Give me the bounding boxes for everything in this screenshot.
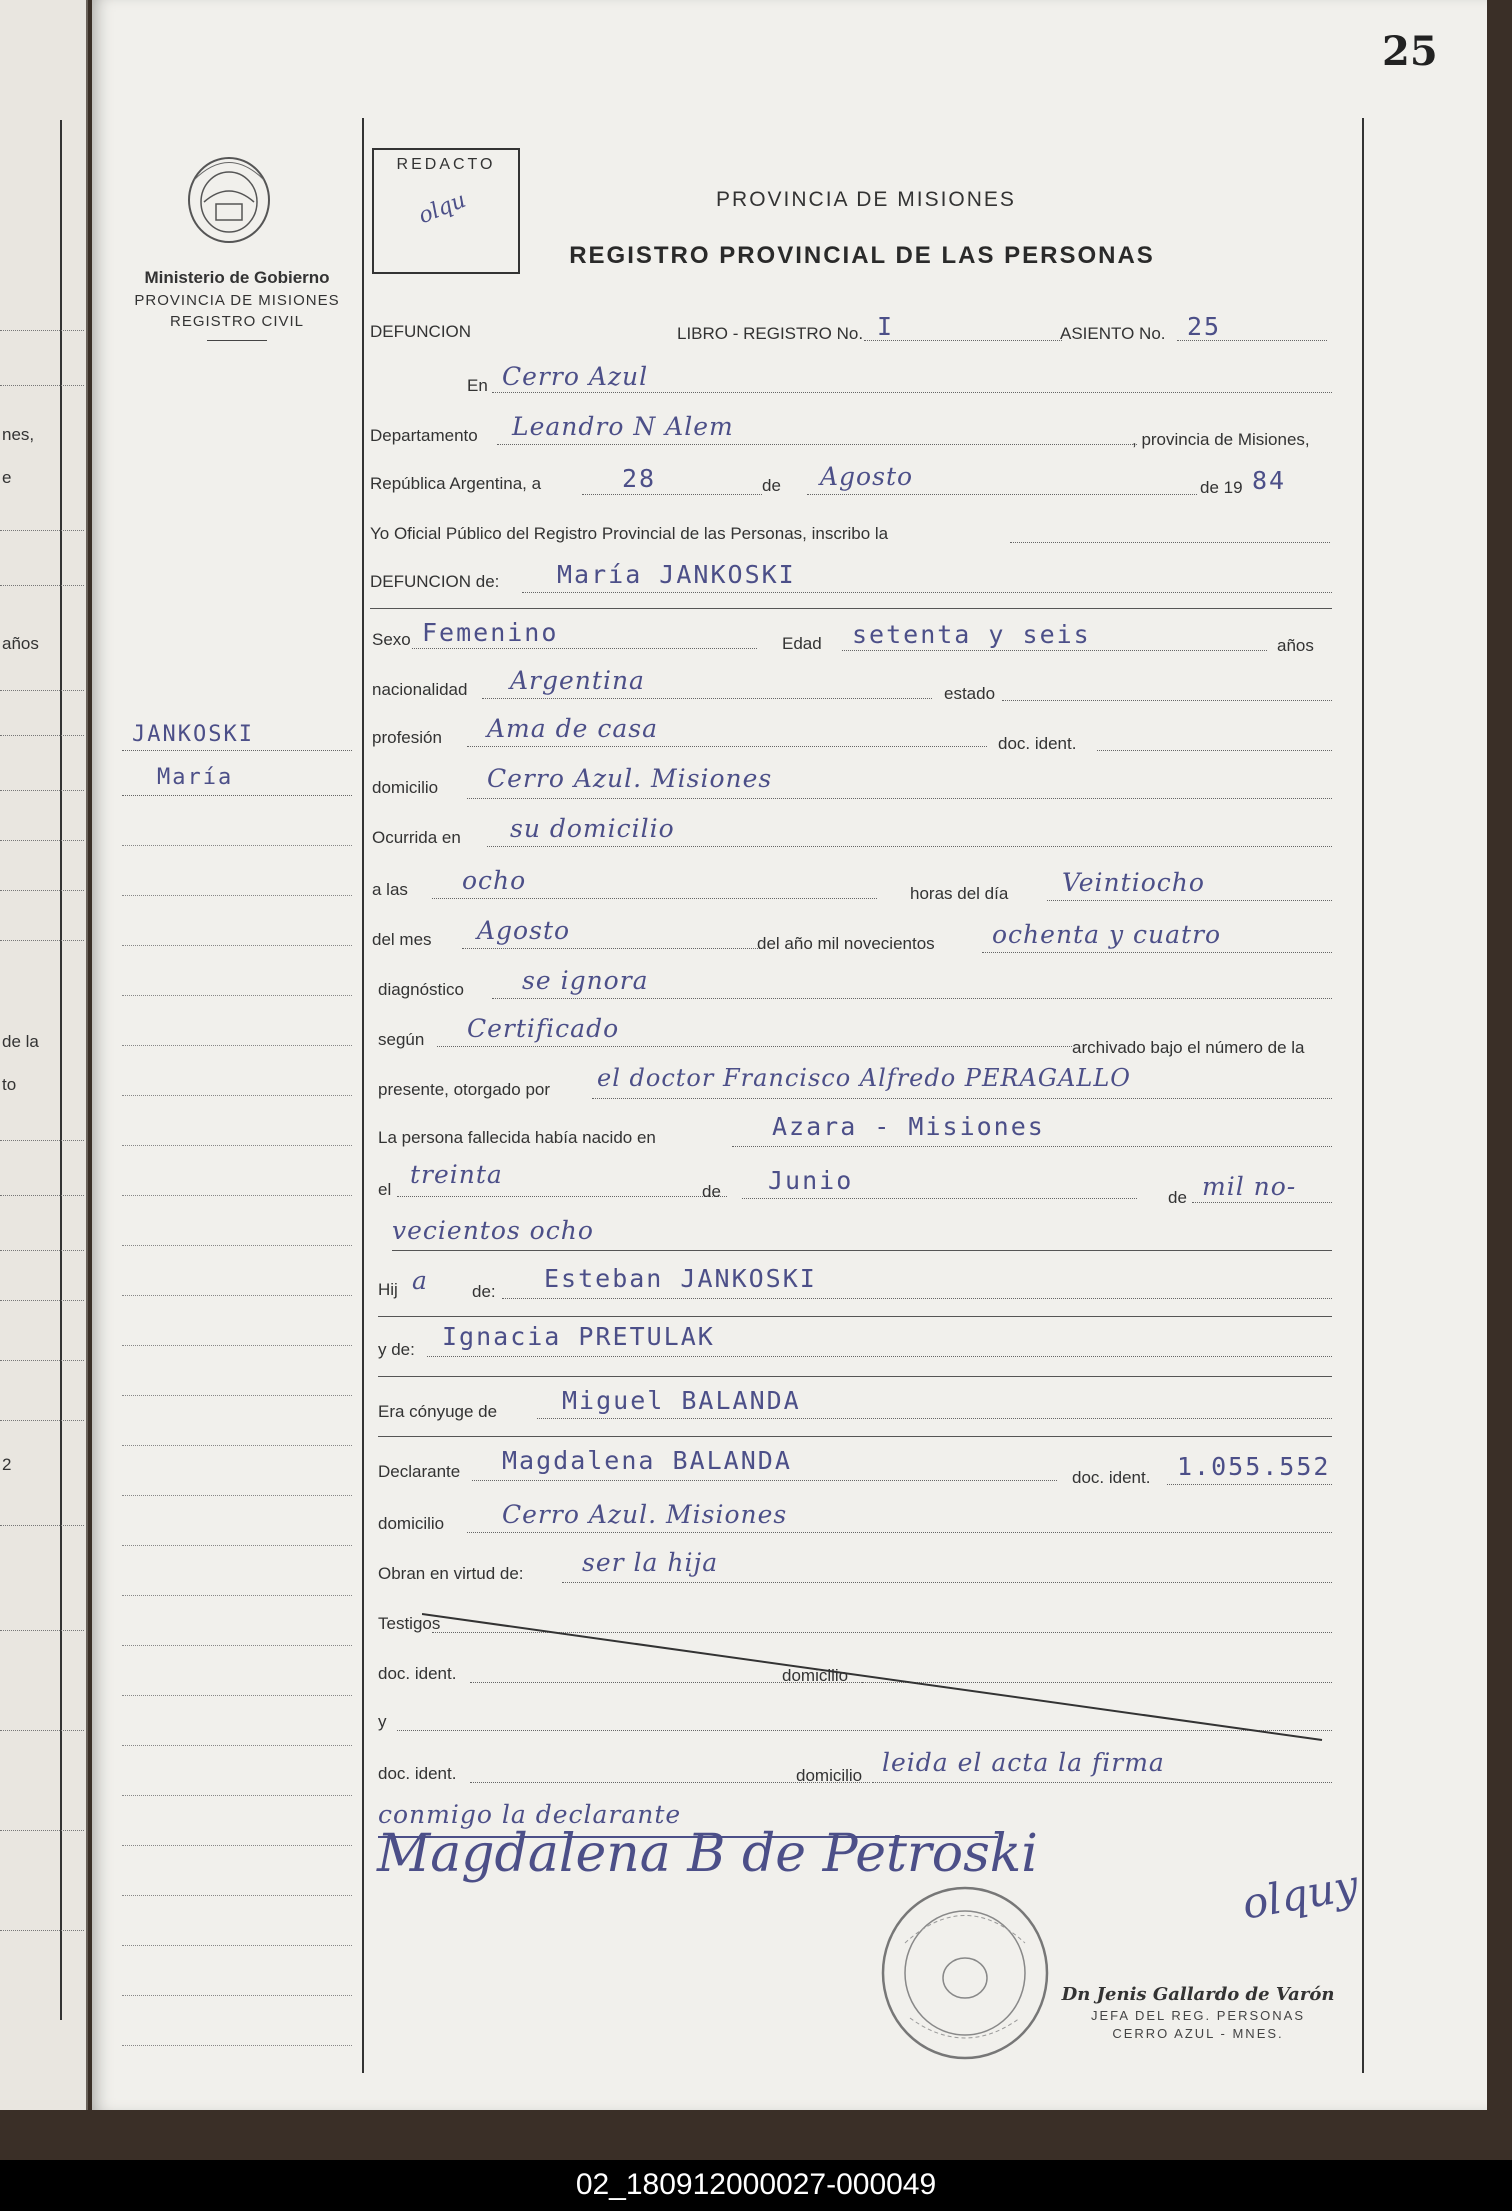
margin-line [122,1195,352,1196]
margin-line [122,845,352,846]
ministry-name: Ministerio de Gobierno [144,268,330,287]
anios-label: años [1277,636,1314,655]
margin-line [122,1595,352,1596]
madre-line [427,1356,1332,1357]
doc-ident-declarante-value: 1.055.552 [1177,1452,1331,1481]
ministry-header [102,268,372,341]
domicilio2-label: domicilio [378,1514,445,1533]
domicilio-label: domicilio [372,778,439,797]
de-label: de [762,476,781,495]
horas-label: horas del día [910,884,1009,903]
defuncion-heading: DEFUNCION [370,322,472,341]
document-page [92,0,1487,2110]
section-rule [378,1436,1332,1437]
previous-page-fragment: 2 [2,1455,12,1474]
presente-line [592,1098,1332,1099]
previous-page-fragment: de la [2,1032,39,1051]
margin-line [122,750,352,751]
nacionalidad-label: nacionalidad [372,680,468,699]
official-block [1048,1984,1348,2041]
defuncion-de-line [522,592,1332,593]
domicilio2-line [467,1532,1332,1533]
previous-page-rule [0,585,84,586]
previous-page-rule [0,940,84,941]
margin-line [122,1645,352,1646]
margin-line [122,1795,352,1796]
margin-line [122,1395,352,1396]
previous-page-rule [0,735,84,736]
en-label: En [467,376,488,395]
dia-line [582,494,762,495]
defuncion-de-value: María JANKOSKI [557,560,796,589]
asiento-line [1177,340,1327,341]
redacto-initials: olqu [415,187,470,230]
previous-page-rule [0,1630,84,1631]
official-signature: olquy [1238,1860,1362,1929]
junio-value: Junio [768,1166,854,1195]
previous-page-fragment: e [2,468,12,487]
y-de-label: y de: [378,1340,415,1359]
conyuge-value: Miguel BALANDA [562,1386,801,1415]
nacido-label: La persona fallecida había nacido en [378,1128,656,1147]
provincial-seal-icon [184,150,274,246]
del-anio-label: del año mil novecientos [757,934,935,953]
diagnostico-label: diagnóstico [378,980,465,999]
ministry-province: PROVINCIA DE MISIONES [134,292,340,309]
asiento-label: ASIENTO No. [1060,324,1166,343]
sexo-label: Sexo [372,630,411,649]
domicilio-t2-label: domicilio [796,1766,863,1785]
section-rule [378,1376,1332,1377]
domicilio-value: Cerro Azul. Misiones [487,764,773,793]
oficial-line [1010,542,1330,543]
ocurrida-line [487,846,1332,847]
previous-page-rule [0,530,84,531]
a-las-line [432,898,877,899]
libro-line [864,340,1062,341]
leida-line [872,1782,1332,1783]
mil-value: mil no- [1202,1172,1297,1201]
nacido-line [732,1146,1332,1147]
margin-line [122,895,352,896]
domicilio2-value: Cerro Azul. Misiones [502,1500,788,1529]
de-junio-label: de [702,1182,721,1201]
page-number: 25 [1382,28,1438,75]
ministry-divider [207,340,267,341]
a-las-value: ocho [462,866,527,895]
margin-line [122,1245,352,1246]
sexo-line [412,648,757,649]
nacido-value: Azara - Misiones [772,1112,1045,1141]
del-mes-value: Agosto [477,916,571,945]
de-padre-label: de: [472,1282,496,1301]
hij-value: a [412,1266,428,1295]
official-stamp-icon [875,1883,1055,2063]
testigos-strikeout [422,1610,1342,1750]
asiento-value: 25 [1187,312,1222,341]
margin-line [122,1045,352,1046]
margin-line [122,945,352,946]
conyuge-label: Era cónyuge de [378,1402,498,1421]
ocurrida-label: Ocurrida en [372,828,461,847]
diagnostico-value: se ignora [522,966,649,995]
official-name: Dn Jenis Gallardo de Varón [1061,1984,1335,2005]
mes-line [807,494,1197,495]
redacto-box [372,148,520,274]
profesion-label: profesión [372,728,442,747]
doc-ident-t2-label: doc. ident. [378,1764,457,1783]
previous-page-edge [0,0,88,2110]
margin-column-line [362,118,364,2073]
margin-line [122,1695,352,1696]
previous-page-fragment: nes, [2,425,35,444]
image-identifier: 02_180912000027-000049 [575,2168,937,2201]
leida-value: leida el acta la firma [882,1748,1165,1777]
previous-page-rule [0,1360,84,1361]
image-footer [0,2160,1512,2211]
previous-page-rule [0,1140,84,1141]
mes-value: Agosto [820,462,914,491]
y-label: y [378,1712,387,1731]
doc-ident-label: doc. ident. [998,734,1077,753]
presente-value: el doctor Francisco Alfredo PERAGALLO [597,1064,1131,1092]
previous-page-rule [0,890,84,891]
madre-value: Ignacia PRETULAK [442,1322,715,1351]
redacto-label: REDACTO [396,156,496,173]
oficial-text: Yo Oficial Público del Registro Provincial de las Personas, inscribo la [370,524,889,543]
segun-line [437,1046,1072,1047]
del-mes-label: del mes [372,930,432,949]
ocurrida-value: su domicilio [510,814,675,843]
previous-page-rule [0,330,84,331]
obran-value: ser la hija [582,1548,719,1577]
el-label: el [378,1180,392,1199]
junio-line [742,1198,1137,1199]
previous-page-rule [0,840,84,841]
provincia-suffix: , provincia de Misiones, [1132,430,1310,449]
margin-line [122,1845,352,1846]
previous-page-fragment: to [2,1075,17,1094]
horas-line [1047,900,1332,901]
padre-value: Esteban JANKOSKI [544,1264,817,1293]
obran-label: Obran en virtud de: [378,1564,524,1583]
previous-page-rule [0,1420,84,1421]
declarante-label: Declarante [378,1462,461,1481]
segun-label: según [378,1030,425,1049]
right-border-line [1362,118,1364,2073]
testigos-label: Testigos [378,1614,441,1633]
margin-line [122,1995,352,1996]
margin-line [122,1295,352,1296]
obran-line [562,1582,1332,1583]
domicilio-t1-label: domicilio [782,1666,849,1685]
segun-value: Certificado [467,1014,620,1043]
edad-line [842,650,1267,651]
previous-page-rule [0,1195,84,1196]
margin-line [122,1095,352,1096]
libro-label: LIBRO - REGISTRO No. [677,324,864,343]
margin-line [122,1945,352,1946]
republica-label: República Argentina, a [370,474,542,493]
domicilio-line [467,798,1332,799]
province-title: PROVINCIA DE MISIONES [716,188,1016,211]
dia-value: 28 [622,464,657,493]
nacionalidad-line [482,698,932,699]
diagnostico-line [492,998,1332,999]
margin-given-name: María [157,765,234,790]
libro-value: I [877,312,895,341]
declarante-value: Magdalena BALANDA [502,1446,792,1475]
estado-label: estado [944,684,996,703]
el-line [397,1196,727,1197]
previous-page-rule [0,1250,84,1251]
anio-prefix: de 19 [1200,478,1243,497]
previous-page-rule [0,690,84,691]
official-place: CERRO AZUL - MNES. [1112,2026,1284,2041]
departamento-line [497,444,1137,445]
a-las-label: a las [372,880,408,899]
defuncion-de-label: DEFUNCION de: [370,572,500,591]
de-mil-label: de [1168,1188,1187,1207]
margin-line [122,1495,352,1496]
official-title: JEFA DEL REG. PERSONAS [1090,2008,1305,2023]
previous-page-rule [0,385,84,386]
departamento-value: Leandro N Alem [512,412,734,441]
margin-line [122,1745,352,1746]
margin-line [122,1545,352,1546]
estado-line [1002,700,1332,701]
conmigo-value: conmigo la declarante [378,1800,682,1829]
en-value: Cerro Azul [502,362,649,391]
del-anio-line [982,952,1332,953]
margin-surname: JANKOSKI [132,722,254,747]
declarante-signature: Magdalena B de Petroski [377,1824,1038,1884]
margin-line [122,1345,352,1346]
margin-line [122,795,352,796]
previous-page-margin-line [60,120,62,2020]
del-anio-value: ochenta y cuatro [992,920,1222,949]
previous-page-rule [0,1300,84,1301]
el-value: treinta [410,1160,503,1189]
edad-label: Edad [782,634,822,653]
margin-line [122,2045,352,2046]
padre-line [502,1298,1332,1299]
continuation-value: vecientos ocho [392,1216,594,1245]
sexo-value: Femenino [422,618,559,647]
previous-page-rule [0,1730,84,1731]
departamento-label: Departamento [370,426,478,445]
presente-label: presente, otorgado por [378,1080,551,1099]
previous-page-fragment: años [2,634,39,653]
nacionalidad-value: Argentina [510,666,645,695]
section-rule [370,608,1332,609]
margin-line [122,1445,352,1446]
doc-ident-declarante-line [1167,1484,1332,1485]
doc-ident-t1-label: doc. ident. [378,1664,457,1683]
previous-page-rule [0,1525,84,1526]
margin-line [122,1145,352,1146]
ministry-registry: REGISTRO CIVIL [169,313,305,330]
declarante-line [472,1480,1057,1481]
anio-value: 84 [1252,466,1287,495]
del-mes-line [462,948,762,949]
profesion-value: Ama de casa [487,714,658,743]
edad-value: setenta y seis [852,620,1091,649]
section-rule [378,1316,1332,1317]
previous-page-rule [0,1930,84,1931]
registry-title: REGISTRO PROVINCIAL DE LAS PERSONAS [569,242,1155,269]
horas-value: Veintiocho [1062,868,1205,897]
conyuge-line [537,1418,1332,1419]
previous-page-rule [0,790,84,791]
margin-line [122,995,352,996]
en-line [492,392,1332,393]
archivado-label: archivado bajo el número de la [1072,1038,1305,1057]
mil-line [1192,1202,1332,1203]
margin-line [122,1895,352,1896]
previous-page-rule [0,1830,84,1831]
doc-ident-declarante-label: doc. ident. [1072,1468,1151,1487]
doc-ident-line [1097,750,1332,751]
hij-label: Hij [378,1280,398,1299]
continuation-line [392,1250,1332,1251]
profesion-line [467,746,987,747]
